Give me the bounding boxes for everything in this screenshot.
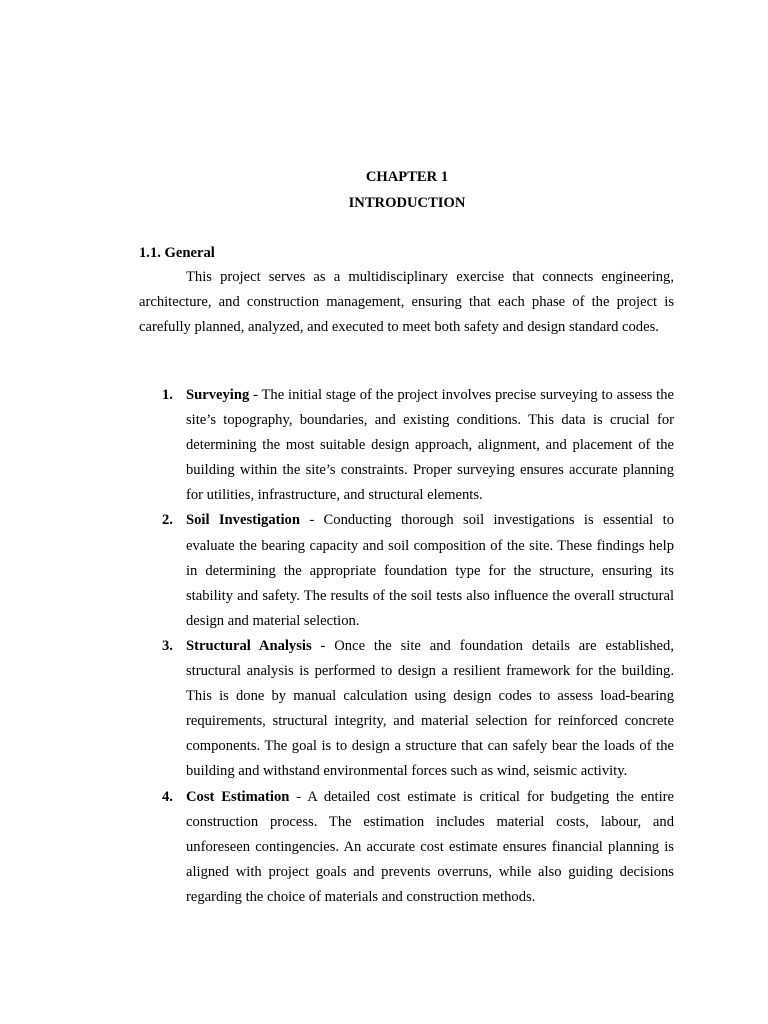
list-item-structural-analysis (139, 634, 674, 785)
list-item-number: 4. (162, 788, 173, 805)
list-item-cost-estimation (139, 785, 674, 910)
list-item-surveying (139, 383, 674, 508)
list-item-text: - A detailed cost estimate is critical for budgeting the entire construction process. The estimation includes material costs, labour, and unforeseen contingencies. An accurate cost estimate ensures financial planning is aligned with project goals and prevents overruns, while also guiding decisions regarding the choice of materials and construction methods. (186, 788, 674, 905)
list-item-term: Surveying (186, 387, 250, 403)
list-item-term: Cost Estimation (186, 788, 290, 805)
list-item-text: - Conducting thorough soil investigations is essential to evaluate the bearing capacity and soil composition of the site. These findings help in determining the appropriate foundation type for the structure, ensuring its stability and safety. The results of the soil tests also influence the overall structural design and material selection. (186, 512, 674, 629)
chapter-title: INTRODUCTION (348, 195, 466, 211)
list-item-number: 3. (162, 637, 173, 654)
numbered-list (139, 383, 674, 910)
intro-paragraph: This project serves as a multidisciplinary exercise that connects engineering, architecture, and construction management, ensuring that each phase of the project is carefully planned, analyzed, and executed to meet both safety and design standard codes. (139, 269, 674, 336)
list-item-text: - The initial stage of the project involves precise surveying to assess the site’s topography, boundaries, and existing conditions. This data is crucial for determining the most suitable design approach, alignment, and placement of the building within the site’s constraints. Proper surveying ensures accurate planning for utilities, infrastructure, and structural elements. (186, 387, 674, 504)
list-item-soil-investigation (139, 508, 674, 633)
list-item-term: Structural Analysis (186, 637, 312, 654)
section-heading: 1.1. General (139, 245, 215, 261)
list-item-text: - Once the site and foundation details are established, structural analysis is performed to design a resilient framework for the building. This is done by manual calculation using design codes to assess load-bearing requirements, structural integrity, and material selection for reinforced concrete components. The goal is to design a structure that can safely bear the loads of the building and withstand environmental forces such as wind, seismic activity. (186, 637, 674, 780)
list-item-number: 1. (162, 387, 173, 403)
list-item-term: Soil Investigation (186, 512, 300, 529)
list-item-number: 2. (162, 512, 173, 529)
chapter-number: CHAPTER 1 (365, 169, 449, 185)
